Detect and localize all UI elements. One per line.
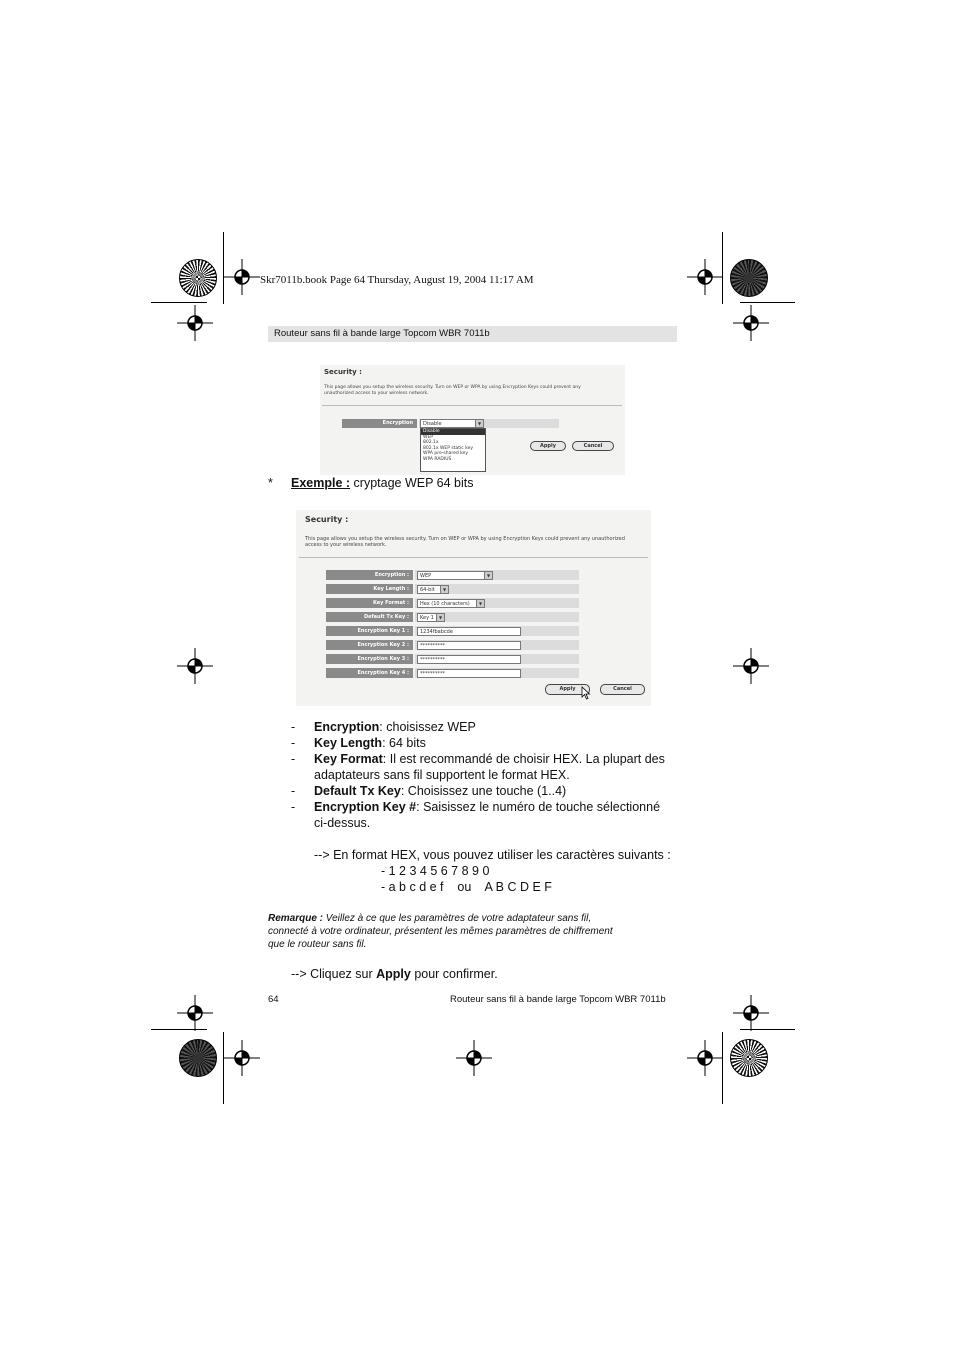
cancel-button[interactable]: Cancel	[600, 684, 645, 695]
screenshot-security-dropdown	[320, 365, 625, 475]
cancel-button[interactable]: Cancel	[572, 441, 614, 451]
crosshair-icon	[177, 995, 213, 1031]
encryption-select[interactable]: WEP ▼	[417, 571, 493, 580]
screenshot-description: This page allows you setup the wireless security. Turn on WEP or WPA by using Encryption Keys could prevent any unauthorized access to your wireless network.	[305, 536, 625, 548]
screenshot-security-wep: Security : This page allows you setup the wireless security. Turn on WEP or WPA by using Encryption Keys could prevent any unauthorized access to your wireless network. Encryption : WEP ▼ Key Length : 64-bit ▼ Key Format : Hex (10 characters) ▼ Default Tx Key : Key 1 ▼ Encryption Key 1 : 1234fbabcde Encryption Key 2 : ********** Encryption Key 3 : ********** Encryption Key 4 : ********** Apply Cancel	[296, 510, 651, 706]
list-item: Default Tx Key: Choisissez une touche (1..4)	[314, 784, 567, 798]
key-length-select[interactable]: 64-bit ▼	[417, 585, 449, 594]
list-dash: -	[291, 720, 296, 734]
option-wpa-radius[interactable]: WPA RADIUS	[423, 456, 452, 462]
crosshair-icon	[177, 305, 213, 341]
hex-digits: - 1 2 3 4 5 6 7 8 9 0	[381, 864, 490, 878]
crosshair-icon	[733, 995, 769, 1031]
list-item-continuation: adaptateurs sans fil supportent le format HEX.	[314, 768, 570, 782]
key-format-select[interactable]: Hex (10 characters) ▼	[417, 599, 485, 608]
crosshair-icon	[687, 1040, 723, 1076]
confirm-instruction: --> Cliquez sur Apply pour confirmer.	[291, 967, 498, 981]
option-8021x-wep[interactable]: 802.1x WEP static key	[423, 445, 474, 451]
example-label: Exemple :	[291, 476, 351, 490]
starburst-icon	[179, 1039, 217, 1077]
screenshot-title: Security :	[324, 368, 362, 376]
apply-button[interactable]: Apply	[530, 441, 566, 451]
crosshair-icon	[687, 259, 723, 295]
hex-letters: - a b c d e f ou A B C D E F	[381, 880, 552, 894]
remark-label: Remarque :	[268, 913, 324, 924]
page-number: 64	[268, 994, 279, 1005]
running-header: Routeur sans fil à bande large Topcom WBR 7011b	[268, 326, 677, 342]
list-dash: -	[291, 784, 296, 798]
crosshair-icon	[456, 1040, 492, 1076]
option-disable[interactable]: Disable	[421, 429, 485, 435]
option-wpa-psk[interactable]: WPA pre-shared key	[423, 451, 469, 456]
crosshair-icon	[177, 648, 213, 684]
option-8021x[interactable]: 802.1x	[423, 440, 439, 445]
screenshot-description: This page allows you setup the wireless security. Turn on WEP or WPA by using Encryption Keys could prevent any unauthorized access to your wireless network.	[324, 385, 581, 396]
list-item: Encryption: choisissez WEP	[314, 720, 476, 734]
list-item-continuation: ci-dessus.	[314, 816, 371, 830]
mouse-cursor-icon	[581, 686, 591, 700]
footer-title: Routeur sans fil à bande large Topcom WBR 7011b	[450, 994, 666, 1005]
default-tx-key-select[interactable]: Key 1 ▼	[417, 613, 445, 622]
screenshot-title: Security :	[305, 515, 349, 524]
list-item: Encryption Key #: Saisissez le numéro de touche sélectionné	[314, 800, 661, 814]
remark: Remarque : Veillez à ce que les paramètres de votre adaptateur sans fil, connecté à votre ordinateur, présentent les mêmes paramètres de chiffrement que le routeur sans fil.	[268, 913, 613, 950]
print-stamp: Skr7011b.book Page 64 Thursday, August 19, 2004 11:17 AM	[260, 274, 534, 286]
list-dash: -	[291, 752, 296, 766]
option-wep[interactable]: WEP	[423, 434, 434, 440]
list-dash: -	[291, 800, 296, 814]
encryption-select[interactable]: Disable ▼	[420, 419, 484, 428]
starburst-icon	[730, 1039, 768, 1077]
example-bullet: *	[268, 476, 273, 490]
list-dash: -	[291, 736, 296, 750]
encryption-key-4-input[interactable]: **********	[417, 669, 521, 678]
crosshair-icon	[733, 305, 769, 341]
list-item: Key Format: Il est recommandé de choisir HEX. La plupart des	[314, 752, 665, 766]
example-line: Exemple : cryptage WEP 64 bits	[291, 476, 474, 490]
apply-button[interactable]: Apply	[545, 684, 590, 695]
encryption-key-2-input[interactable]: **********	[417, 641, 521, 650]
starburst-icon	[730, 259, 768, 297]
list-item: Key Length: 64 bits	[314, 736, 426, 750]
crosshair-icon	[224, 259, 260, 295]
hex-intro: --> En format HEX, vous pouvez utiliser les caractères suivants :	[314, 848, 671, 862]
encryption-key-3-input[interactable]: **********	[417, 655, 521, 664]
crosshair-icon	[224, 1040, 260, 1076]
encryption-options-list	[420, 428, 486, 472]
crosshair-icon	[733, 648, 769, 684]
encryption-label: Encryption	[342, 419, 417, 428]
encryption-key-1-input[interactable]: 1234fbabcde	[417, 627, 521, 636]
starburst-icon	[179, 259, 217, 297]
